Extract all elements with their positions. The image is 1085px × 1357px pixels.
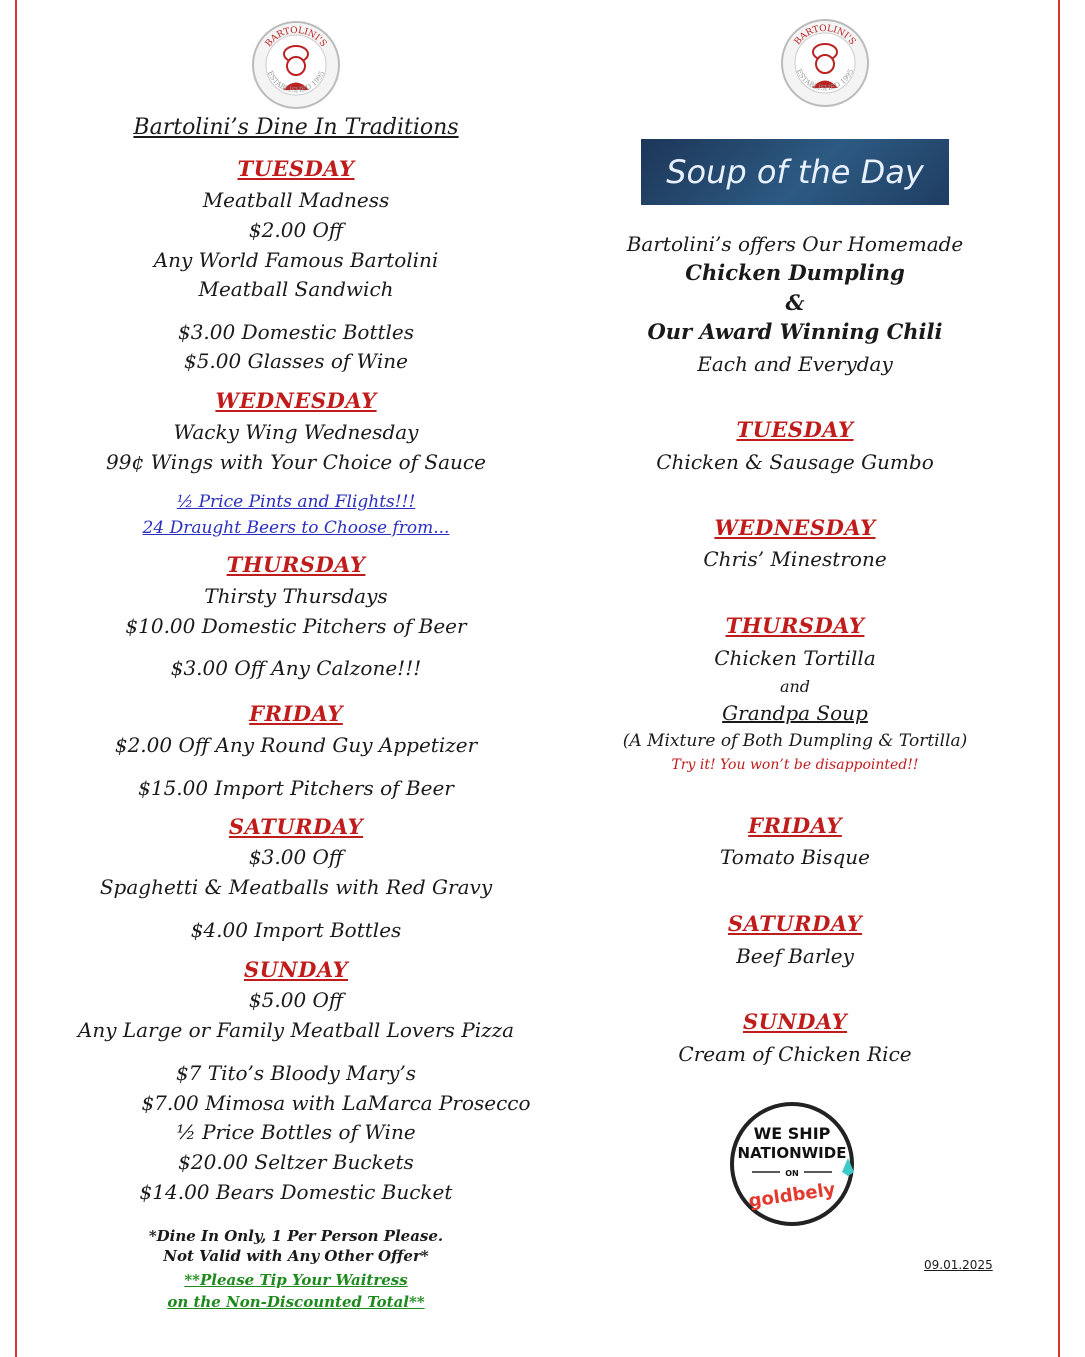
soup-intro-line-1: Bartolini’s offers Our Homemade <box>626 232 964 256</box>
friday-line-2: $15.00 Import Pitchers of Beer <box>138 776 454 800</box>
friday-heading: FRIDAY <box>249 701 343 726</box>
thursday-heading: THURSDAY <box>226 552 366 577</box>
sunday-line-1: $5.00 Off <box>248 988 344 1012</box>
soup-tuesday-heading: TUESDAY <box>736 417 854 442</box>
tuesday-line-5: $3.00 Domestic Bottles <box>177 320 415 344</box>
saturday-line-1: $3.00 Off <box>248 845 344 869</box>
tip-note-1: **Please Tip Your Waitress <box>184 1271 408 1289</box>
saturday-line-2: Spaghetti & Meatballs with Red Gravy <box>99 875 493 899</box>
wednesday-line-2: 99¢ Wings with Your Choice of Sauce <box>106 450 486 474</box>
dine-in-note-1: *Dine In Only, 1 Per Person Please. <box>148 1227 444 1245</box>
wednesday-pints-link[interactable]: ½ Price Pints and Flights!!! <box>176 492 416 512</box>
right-border <box>1058 0 1060 1357</box>
soup-wednesday-heading: WEDNESDAY <box>714 515 876 540</box>
svg-text:BARTOLINI'S: BARTOLINI'S <box>792 23 858 48</box>
tuesday-line-1: Meatball Madness <box>202 188 390 212</box>
thursday-line-3: $3.00 Off Any Calzone!!! <box>170 656 422 680</box>
soup-saturday: Beef Barley <box>736 944 854 968</box>
sunday-line-6: $20.00 Seltzer Buckets <box>178 1150 414 1174</box>
left-border <box>15 0 17 1357</box>
tuesday-line-3: Any World Famous Bartolini <box>153 248 439 272</box>
menu-date: 09.01.2025 <box>924 1258 993 1272</box>
soup-tuesday: Chicken & Sausage Gumbo <box>656 450 934 474</box>
svg-text:ESTABLISHED 1995: ESTABLISHED 1995 <box>265 69 327 95</box>
soup-friday: Tomato Bisque <box>719 845 871 869</box>
soup-thursday-desc: (A Mixture of Both Dumpling & Tortilla) <box>622 731 968 751</box>
soup-thursday: Chicken Tortilla <box>714 646 876 670</box>
soup-sunday: Cream of Chicken Rice <box>678 1042 912 1066</box>
wednesday-draught-link[interactable]: 24 Draught Beers to Choose from... <box>142 518 450 538</box>
thursday-line-2: $10.00 Domestic Pitchers of Beer <box>125 614 467 638</box>
banner-title: Soup of the Day <box>666 153 924 191</box>
wednesday-line-1: Wacky Wing Wednesday <box>173 420 419 444</box>
soup-intro-line-3: & <box>785 290 805 315</box>
soup-intro-line-5: Each and Everyday <box>697 352 893 376</box>
soup-saturday-heading: SATURDAY <box>727 911 863 936</box>
svg-text:goldbely: goldbely <box>747 1179 837 1212</box>
wednesday-heading: WEDNESDAY <box>215 388 377 413</box>
soup-friday-heading: FRIDAY <box>748 813 842 838</box>
soup-thursday-heading: THURSDAY <box>725 613 865 638</box>
soup-intro-line-2: Chicken Dumpling <box>685 260 905 285</box>
soup-thursday-and: and <box>779 677 811 696</box>
sunday-line-4: $7.00 Mimosa with LaMarca Prosecco <box>141 1091 531 1115</box>
bartolinis-logo-right <box>780 18 870 108</box>
soup-sunday-heading: SUNDAY <box>742 1009 848 1034</box>
soup-wednesday: Chris’ Minestrone <box>703 547 887 571</box>
svg-text:NATIONWIDE: NATIONWIDE <box>737 1144 847 1162</box>
thursday-line-1: Thirsty Thursdays <box>204 584 388 608</box>
sunday-line-7: $14.00 Bears Domestic Bucket <box>139 1180 453 1204</box>
tip-note-2: on the Non-Discounted Total** <box>167 1293 425 1311</box>
svg-text:WE SHIP: WE SHIP <box>753 1124 831 1143</box>
sunday-heading: SUNDAY <box>243 957 349 982</box>
soup-intro-line-4: Our Award Winning Chili <box>647 319 943 344</box>
sunday-line-5: ½ Price Bottles of Wine <box>176 1120 416 1144</box>
tuesday-line-2: $2.00 Off <box>248 218 344 242</box>
goldbely-shipping-badge[interactable] <box>730 1100 858 1228</box>
saturday-heading: SATURDAY <box>228 814 364 839</box>
dine-in-note-2: Not Valid with Any Other Offer* <box>163 1247 429 1265</box>
page-title: Bartolini’s Dine In Traditions <box>133 115 459 140</box>
tuesday-line-4: Meatball Sandwich <box>198 277 394 301</box>
friday-line-1: $2.00 Off Any Round Guy Appetizer <box>114 733 478 757</box>
svg-text:ON: ON <box>785 1169 799 1178</box>
soup-of-the-day-banner <box>641 139 949 205</box>
sunday-line-3: $7 Tito’s Bloody Mary’s <box>175 1061 417 1085</box>
soup-thursday-tip: Try it! You won’t be disappointed!! <box>671 757 919 773</box>
saturday-line-3: $4.00 Import Bottles <box>190 918 402 942</box>
bartolinis-logo <box>251 20 341 110</box>
sunday-line-2: Any Large or Family Meatball Lovers Pizza <box>77 1018 515 1042</box>
svg-text:ESTABLISHED 1995: ESTABLISHED 1995 <box>794 67 856 93</box>
tuesday-line-6: $5.00 Glasses of Wine <box>183 349 408 373</box>
tuesday-heading: TUESDAY <box>237 156 355 181</box>
svg-text:BARTOLINI'S: BARTOLINI'S <box>263 25 329 50</box>
soup-thursday-2: Grandpa Soup <box>722 701 868 725</box>
